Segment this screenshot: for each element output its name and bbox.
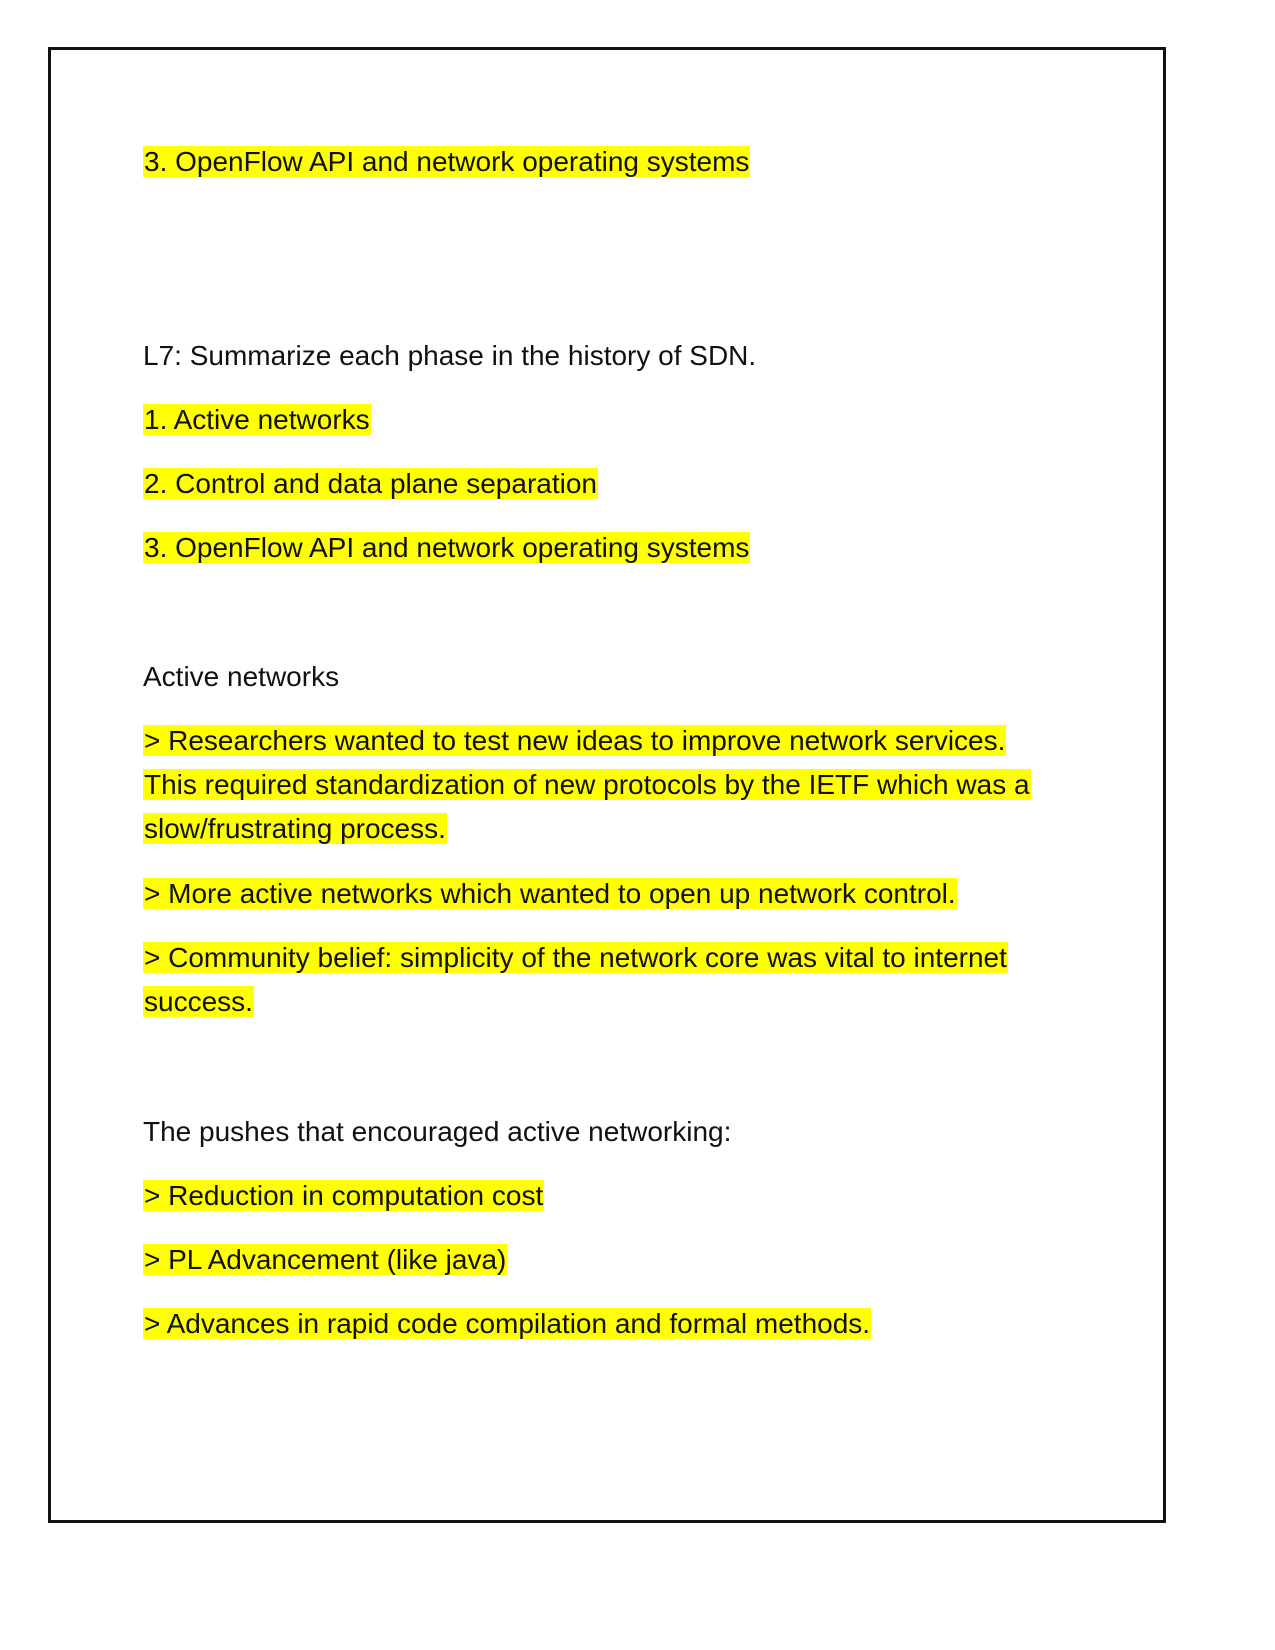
- pushes-heading: [143, 1110, 731, 1154]
- phase-item: [143, 526, 750, 570]
- bullet-text: success.: [144, 986, 253, 1017]
- active-networks-heading-text: Active networks: [143, 661, 340, 692]
- active-networks-heading: [143, 655, 339, 699]
- pushes-heading-text: The pushes that encouraged active networking:: [143, 1116, 732, 1147]
- push-item: [143, 1302, 871, 1346]
- push-text: > PL Advancement (like java): [144, 1244, 507, 1275]
- bullet-text: > Community belief: simplicity of the network core was vital to internet: [144, 942, 1007, 973]
- push-item: [143, 1238, 507, 1282]
- bullet-line: [143, 936, 1008, 980]
- top-item-line: [143, 140, 750, 184]
- bullet-line: [143, 719, 1006, 763]
- top-item-text: 3. OpenFlow API and network operating systems: [144, 146, 750, 177]
- bullet-line: [143, 980, 254, 1024]
- push-item: [143, 1174, 544, 1218]
- push-text: > Reduction in computation cost: [144, 1180, 544, 1211]
- bullet-text: slow/frustrating process.: [144, 813, 446, 844]
- phase-text: 3. OpenFlow API and network operating systems: [144, 532, 750, 563]
- push-text: > Advances in rapid code compilation and formal methods.: [144, 1308, 871, 1339]
- question-line: [143, 334, 756, 378]
- bullet-text: > More active networks which wanted to open up network control.: [144, 878, 956, 909]
- bullet-text: This required standardization of new protocols by the IETF which was a: [144, 769, 1030, 800]
- bullet-text: > Researchers wanted to test new ideas to improve network services.: [144, 725, 1006, 756]
- phase-text: 1. Active networks: [144, 404, 370, 435]
- bullet-line: [143, 872, 957, 916]
- phase-item: [143, 462, 598, 506]
- question-text: L7: Summarize each phase in the history of SDN.: [143, 340, 757, 371]
- phase-item: [143, 398, 371, 442]
- phase-text: 2. Control and data plane separation: [144, 468, 597, 499]
- bullet-line: [143, 807, 447, 851]
- bullet-line: [143, 763, 1031, 807]
